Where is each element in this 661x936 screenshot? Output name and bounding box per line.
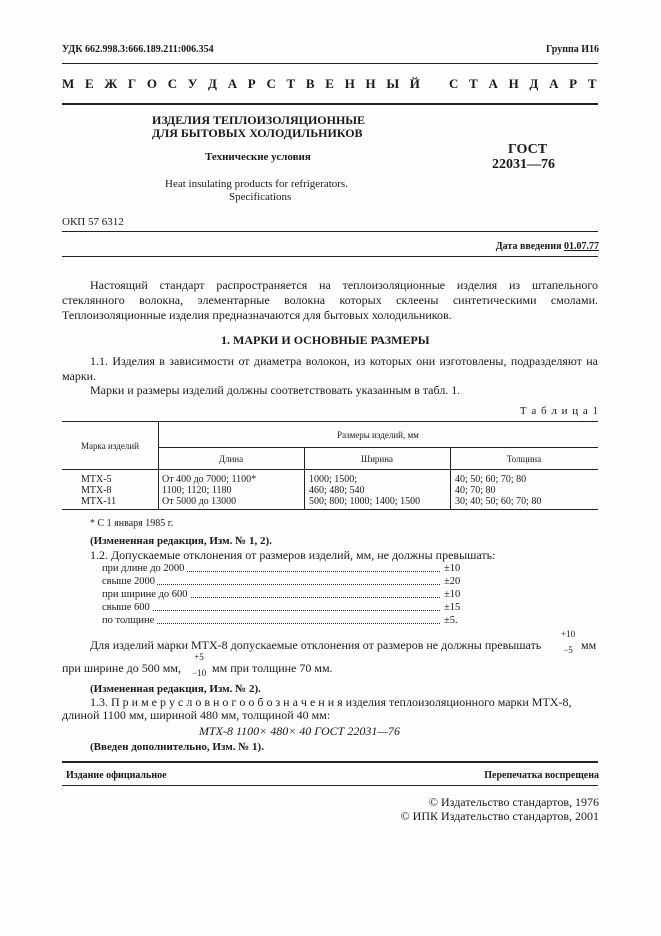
fraction-2-bottom: −10	[192, 668, 207, 678]
tolerance-item	[102, 576, 462, 587]
tolerance-item	[102, 615, 462, 626]
mtx8-mm: мм	[581, 638, 597, 652]
table-row-1-length: От 400 до 7000; 1100*	[162, 474, 257, 485]
copyright-2001: © ИПК Издательство стандартов, 2001	[400, 809, 599, 823]
okp-code: ОКП 57 6312	[62, 216, 124, 228]
fraction-1-top: +10	[561, 629, 576, 639]
title-line1: ИЗДЕЛИЯ ТЕПЛОИЗОЛЯЦИОННЫЕ	[152, 113, 366, 127]
revision-note-3: (Введен дополнительно, Изм. № 1).	[90, 741, 264, 753]
mtx8-text-b: при ширине до 500 мм,	[62, 661, 181, 675]
tolerance-item	[102, 563, 462, 574]
paragraph-1-1: 1.1. Изделия в зависимости от диаметра волокон, из которых они изготовлены, подразделяют на марки.	[62, 354, 598, 383]
table-row-3-mark: МТХ-11	[81, 496, 117, 507]
footer-rule	[62, 761, 598, 763]
title-en-line2: Specifications	[229, 191, 292, 203]
mtx8-text-a: Для изделий марки МТХ-8 допускаемые отклонения от размеров не должны превышать	[90, 638, 542, 652]
tolerance-label: свыше 600	[102, 602, 150, 613]
mtx8-text-c: мм при толщине 70 мм.	[212, 661, 333, 675]
table-row-1-width: 1000; 1500;	[309, 474, 358, 485]
tolerance-label: свыше 2000	[102, 576, 156, 587]
introduction-date	[496, 241, 599, 252]
table-row-2-thickness: 40; 70; 80	[455, 485, 496, 496]
tolerance-value: ±20	[444, 576, 461, 587]
gost-label: ГОСТ	[508, 142, 548, 157]
date-value: 01.07.77	[564, 241, 599, 252]
fraction-1-bottom: −5	[563, 645, 573, 655]
tolerance-label: по толщине	[102, 615, 155, 626]
footer-official: Издание официальное	[66, 770, 167, 781]
col-width-header: Ширина	[360, 454, 394, 464]
table-row-1-thickness: 40; 50; 60; 70; 80	[455, 474, 527, 485]
table-row-3-length: От 5000 до 13000	[162, 496, 237, 507]
paragraph-1-2: 1.2. Допускаемые отклонения от размеров изделий, мм, не должны превышать:	[90, 548, 496, 562]
copyright-1976: © Издательство стандартов, 1976	[428, 795, 599, 809]
col-thickness-header: Толщина	[506, 454, 542, 464]
table-subheader-rule	[158, 447, 598, 448]
table-row-3-thickness: 30; 40; 50; 60; 70; 80	[455, 496, 542, 507]
col-length-header: Длина	[218, 454, 244, 464]
footnote: * С 1 января 1985 г.	[90, 518, 174, 529]
udk-code: УДК 662.998.3:666.189.211:006.354	[62, 44, 214, 55]
banner-rule	[62, 103, 598, 105]
designation-example: МТХ-8 1100× 480× 40 ГОСТ 22031—76	[199, 724, 400, 738]
table-top-rule	[62, 421, 598, 422]
date-rule	[62, 256, 598, 257]
revision-note-1: (Измененная редакция, Изм. № 1, 2).	[90, 535, 272, 547]
gost-number: 22031—76	[492, 157, 555, 172]
tolerance-value: ±15	[444, 602, 461, 613]
table-row-2-width: 460; 480; 540	[309, 485, 365, 496]
top-rule	[62, 63, 598, 64]
revision-note-2: (Измененная редакция, Изм. № 2).	[90, 683, 261, 695]
table-caption: Т а б л и ц а 1	[519, 405, 599, 417]
paragraph-1-3b: длиной 1100 мм, шириной 480 мм, толщиной 40 мм:	[62, 708, 331, 722]
okp-rule	[62, 231, 598, 232]
table-row-2-length: 1100; 1120; 1180	[162, 485, 232, 496]
section1-title: 1. МАРКИ И ОСНОВНЫЕ РАЗМЕРЫ	[221, 333, 430, 347]
table-row-3-width: 500; 800; 1000; 1400; 1500	[309, 496, 421, 507]
footer-bottom-rule	[62, 785, 598, 786]
subtitle: Технические условия	[205, 151, 311, 163]
tolerance-value: ±10	[444, 563, 461, 574]
tolerance-value: ±10	[444, 589, 461, 600]
fraction-2-top: +5	[194, 652, 204, 662]
col-sizes-header: Размеры изделий, мм	[337, 430, 419, 440]
paragraph-1-3a: 1.3. П р и м е р у с л о в н о г о о б о з н а ч е н и я изделия теплоизоляционного марки МТХ-8,	[90, 695, 572, 709]
table-header-rule	[62, 469, 598, 470]
col-mark-header: Марка изделий	[81, 441, 139, 451]
date-label: Дата введения	[495, 241, 562, 252]
tolerance-label: при ширине до 600	[102, 589, 188, 600]
table-bottom-rule	[62, 509, 598, 510]
tolerance-item	[102, 602, 462, 613]
intro-paragraph: Настоящий стандарт распространяется на теплоизоляционные изделия из штапельного стеклянного волокна, элементарные волокна которых склеены синтетическими смолами. Теплоизоляционные изделия предназначаются для бытовых холодильников.	[62, 278, 598, 322]
title-en-line1: Heat insulating products for refrigerators.	[165, 178, 348, 190]
tolerance-label: при длине до 2000	[102, 563, 185, 574]
tolerance-item	[102, 589, 462, 600]
group-code: Группа И16	[546, 44, 599, 55]
table-row-1-mark: МТХ-5	[81, 474, 112, 485]
paragraph-1-1b: Марки и размеры изделий должны соответствовать указанным в табл. 1.	[90, 383, 461, 397]
footer-reprint: Перепечатка воспрещена	[484, 770, 599, 781]
tolerance-value: ±5.	[444, 615, 458, 626]
standard-banner: М Е Ж Г О С У Д А Р С Т В Е Н Н Ы Й С Т А Н Д А Р Т	[62, 76, 598, 91]
table-row-2-mark: МТХ-8	[81, 485, 112, 496]
title-line2: ДЛЯ БЫТОВЫХ ХОЛОДИЛЬНИКОВ	[152, 126, 363, 140]
